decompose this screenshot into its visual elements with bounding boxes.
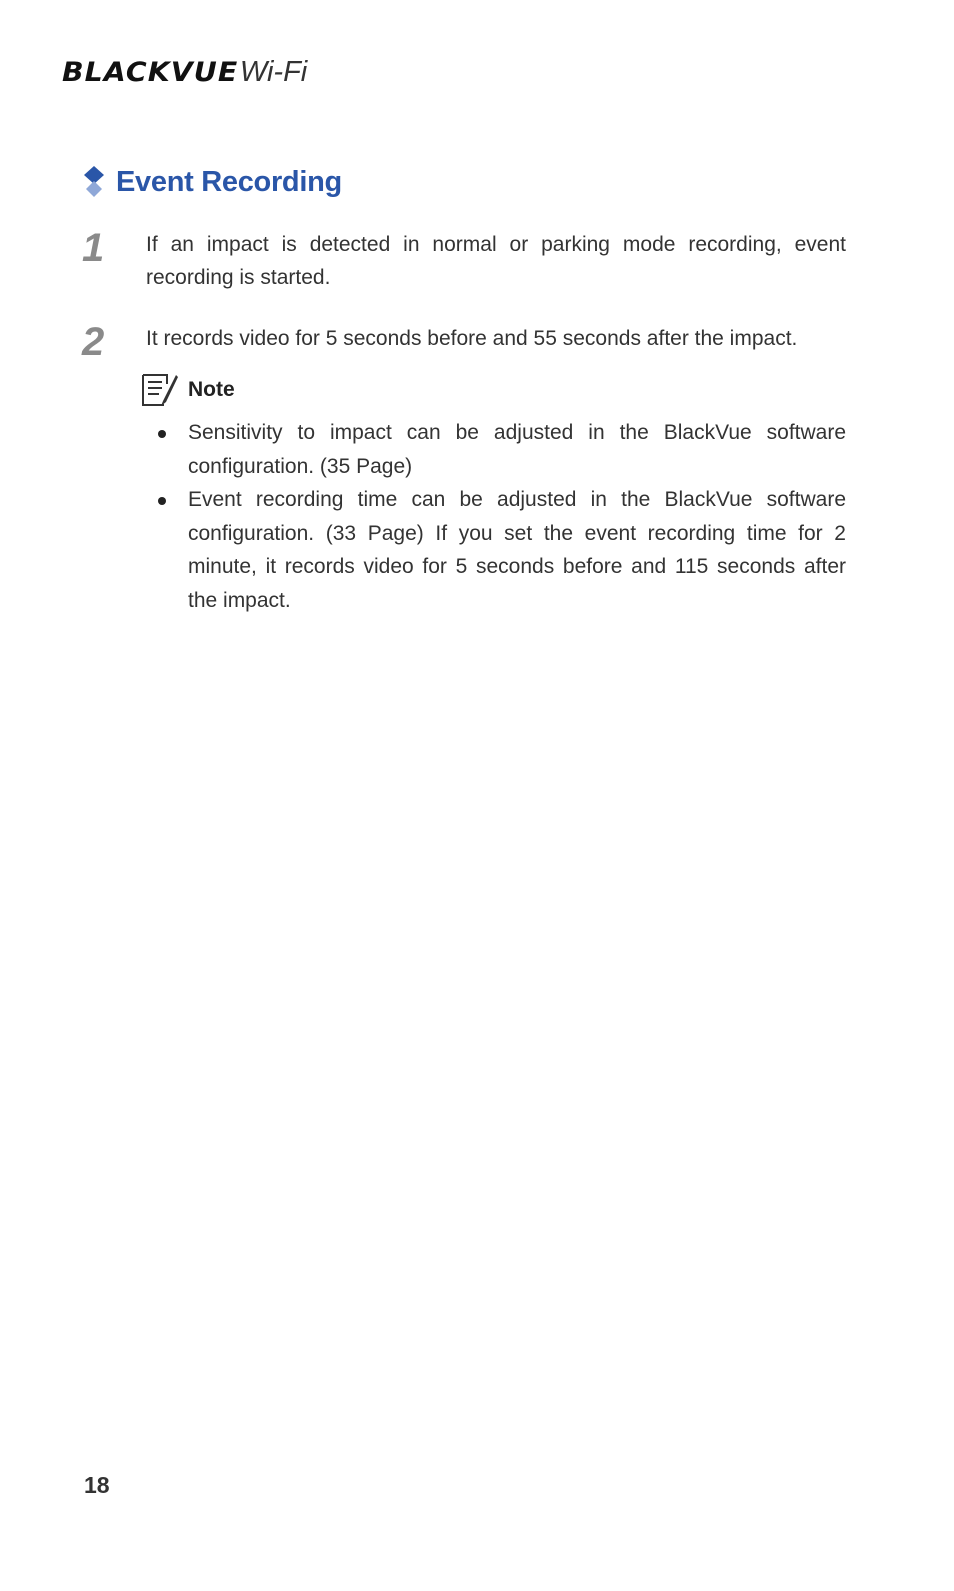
section-heading [82,164,342,200]
logo-sub-text: Wi-Fi [239,56,308,88]
note-pencil-icon [140,372,180,408]
bullet-icon [158,497,166,505]
list-item-text: Event recording time can be adjusted in the BlackVue software configuration. (33 Page) If you set the event recording time for 2 minute, it records video for 5 seconds before and 115 seconds after the impact. [188,488,846,612]
list-item [140,416,846,483]
step-1 [82,228,846,294]
logo-brand-text: BLACKVUE [62,57,239,88]
section-title: Event Recording [116,165,342,198]
brand-logo [62,56,307,96]
note-header [140,372,846,408]
note-box [140,372,846,617]
list-item-text: Sensitivity to impact can be adjusted in the BlackVue software configuration. (35 Page) [188,421,846,478]
bullet-icon [158,430,166,438]
step-2 [82,320,846,364]
page-number: 18 [84,1472,110,1498]
step-text: It records video for 5 seconds before and 55 seconds after the impact. [146,327,798,350]
note-label: Note [188,378,235,401]
note-list [140,416,846,617]
step-number: 2 [82,320,105,364]
list-item [140,483,846,617]
step-number: 1 [82,226,105,270]
diamond-bullet-icon [82,164,108,200]
step-text: If an impact is detected in normal or parking mode recording, event recording is started. [146,233,846,289]
